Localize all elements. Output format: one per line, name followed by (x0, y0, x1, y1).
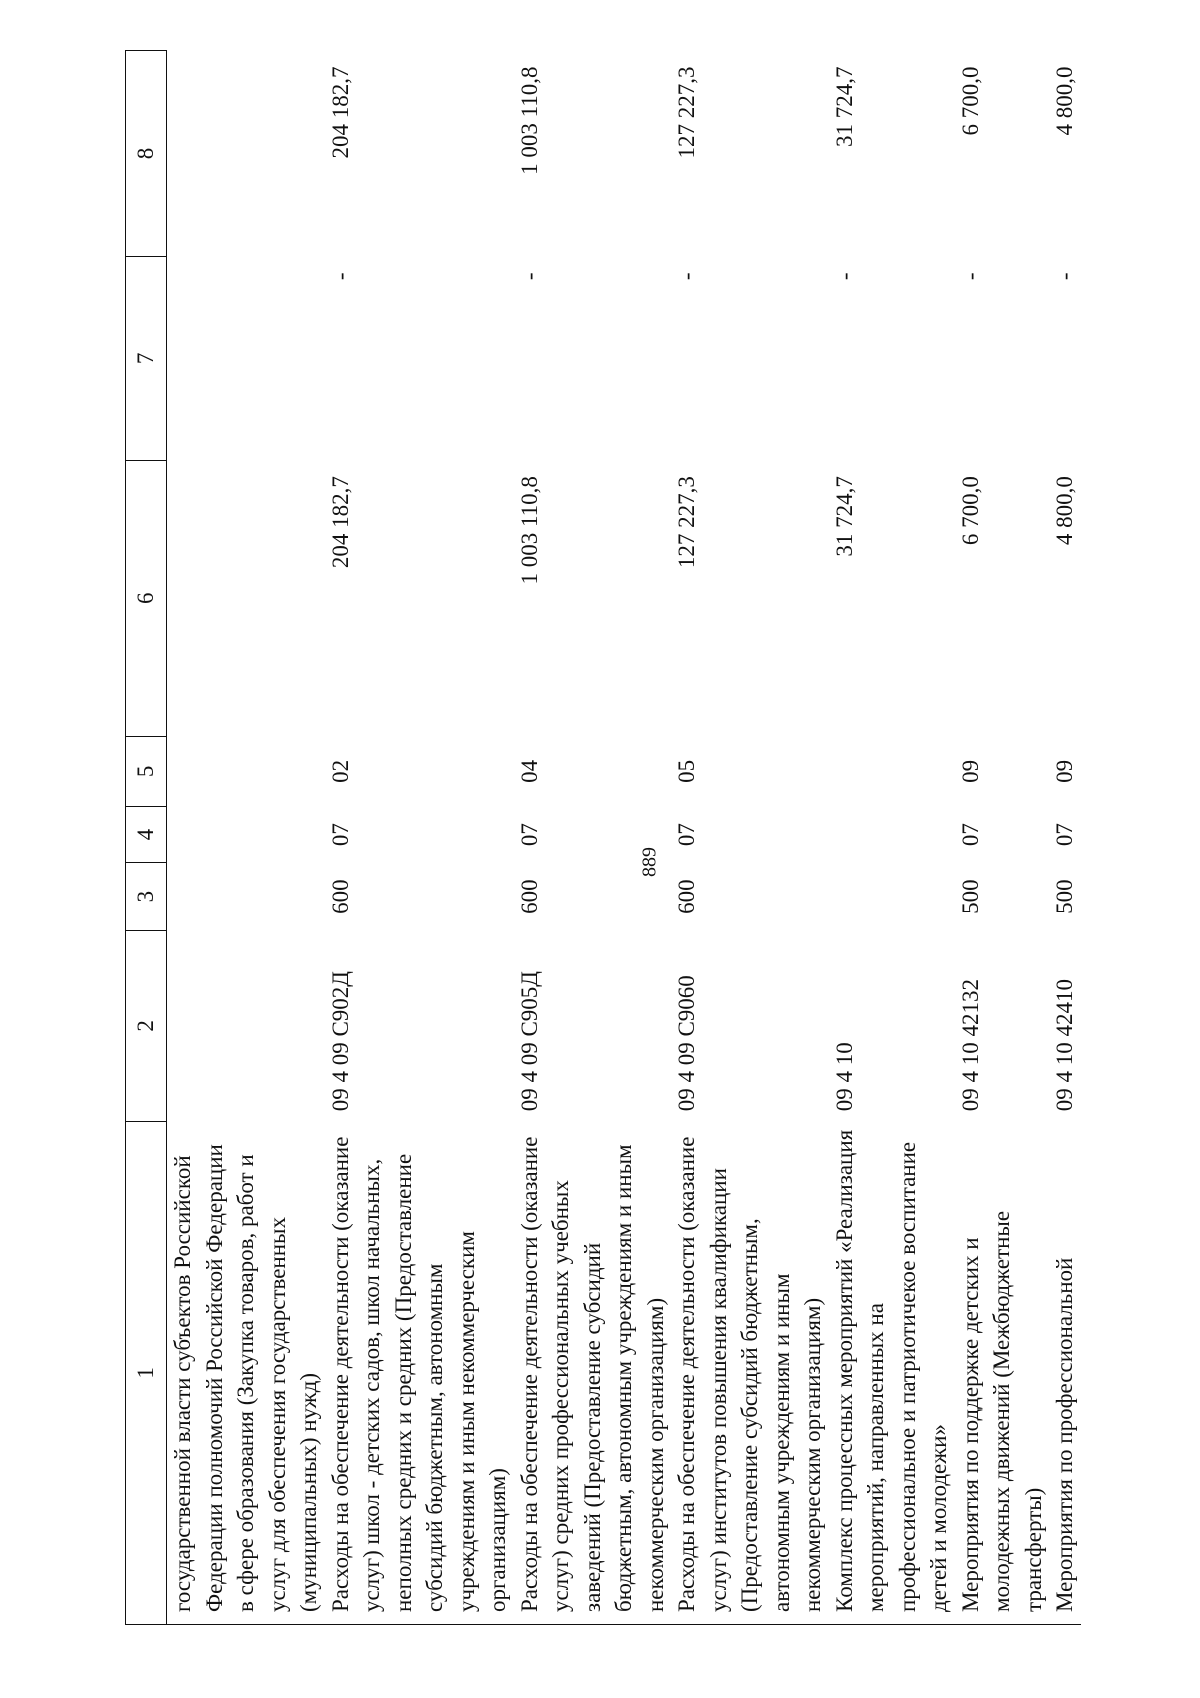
row-sum-8: 4 800,0 (1052, 66, 1077, 136)
row-sum-7: - (516, 272, 542, 281)
row-rz: 07 (674, 823, 699, 847)
row-sum-6: 4 800,0 (1052, 476, 1077, 546)
row-sum-6: 1 003 110,8 (516, 476, 542, 585)
row-vr: 500 (1052, 879, 1077, 914)
table-row (671, 51, 829, 1625)
table-row (1049, 51, 1081, 1625)
row-sum-7: - (1052, 272, 1077, 281)
row-pr (829, 736, 955, 806)
row-code: 09 4 09 С9060 (674, 975, 699, 1112)
row-sum-6: 31 724,7 (831, 476, 857, 557)
row-sum-7: - (957, 272, 983, 281)
row-pr: 09 (957, 759, 983, 783)
row-pr: 05 (674, 759, 699, 783)
row-sum-6: 6 700,0 (957, 476, 983, 546)
row-name: Расходы на обеспечение деятельности (оказание услуг) школ - детских садов, школ начальных, неполных средних и средних (Предоставление субсидий бюджетным, автономным учреждениям и иным некоммерческим организациям) (325, 1121, 514, 1624)
row-sum-6 (167, 460, 325, 736)
budget-table (125, 50, 1081, 1625)
header-row (126, 51, 167, 1625)
row-vr: 600 (674, 879, 699, 914)
header-col-3: 3 (126, 863, 167, 931)
row-name: Мероприятия по профессиональной (1049, 1121, 1081, 1624)
row-name: Комплекс процессных мероприятий «Реализация мероприятий, направленных на профессиональное и патриотичекое воспитание детей и молодежи» (829, 1121, 955, 1624)
row-name: государственной власти субъектов Российской Федерации полномочий Российской Федерации в сфере образования (Закупка товаров, работ и услуг для обеспечения государственных (муниципальных) нужд) (167, 1121, 325, 1624)
row-sum-7: - (674, 272, 699, 281)
row-pr: 09 (1052, 759, 1077, 783)
page-number: 889 (638, 847, 661, 877)
row-sum-8 (167, 51, 325, 257)
row-sum-8: 204 182,7 (327, 66, 353, 159)
row-sum-8: 31 724,7 (831, 66, 857, 147)
row-vr (167, 863, 325, 931)
header-col-8: 8 (126, 51, 167, 257)
table-row (167, 51, 325, 1625)
row-rz: 07 (516, 823, 542, 847)
row-code: 09 4 10 42410 (1052, 979, 1077, 1112)
row-code: 09 4 09 С902Д (327, 971, 353, 1112)
row-vr: 500 (957, 879, 983, 914)
table-row (829, 51, 955, 1625)
row-vr: 600 (327, 879, 353, 914)
row-code: 09 4 09 С905Д (516, 971, 542, 1112)
header-col-2: 2 (126, 931, 167, 1122)
table-row (955, 51, 1050, 1625)
row-sum-8: 1 003 110,8 (516, 66, 542, 175)
row-code (167, 931, 325, 1122)
header-col-1: 1 (126, 1121, 167, 1624)
row-vr (829, 863, 955, 931)
row-rz: 07 (1052, 823, 1077, 847)
table-row (325, 51, 514, 1625)
row-pr: 04 (516, 759, 542, 783)
budget-sheet (125, 50, 1135, 1625)
header-col-6: 6 (126, 460, 167, 736)
table-row (514, 51, 672, 1625)
row-sum-6: 204 182,7 (327, 476, 353, 569)
row-sum-7: - (327, 272, 353, 281)
row-code: 09 4 10 (831, 1042, 857, 1112)
row-rz (829, 807, 955, 863)
row-rz (167, 807, 325, 863)
row-rz: 07 (327, 823, 353, 847)
header-col-5: 5 (126, 736, 167, 806)
row-pr (167, 736, 325, 806)
row-name: Мероприятия по поддержке детских и молодежных движений (Межбюджетные трансферты) (955, 1121, 1050, 1624)
row-rz: 07 (957, 823, 983, 847)
row-name: Расходы на обеспечение деятельности (оказание услуг) институтов повышения квалификации (Предоставление субсидий бюджетным, автономным учреждениям и иным некоммерческим организациям) (671, 1121, 829, 1624)
row-sum-8: 6 700,0 (957, 66, 983, 136)
row-sum-6: 127 227,3 (674, 476, 699, 569)
row-vr: 600 (516, 879, 542, 914)
row-pr: 02 (327, 759, 353, 783)
row-sum-7: - (831, 272, 857, 281)
row-sum-8: 127 227,3 (674, 66, 699, 159)
header-col-7: 7 (126, 257, 167, 461)
header-col-4: 4 (126, 807, 167, 863)
row-name: Расходы на обеспечение деятельности (оказание услуг) средних профессиональных учебных заведений (Предоставление субсидий бюджетным, автономным учреждениям и иным некоммерческим организациям) (514, 1121, 672, 1624)
row-code: 09 4 10 42132 (957, 979, 983, 1112)
row-sum-7 (167, 257, 325, 461)
